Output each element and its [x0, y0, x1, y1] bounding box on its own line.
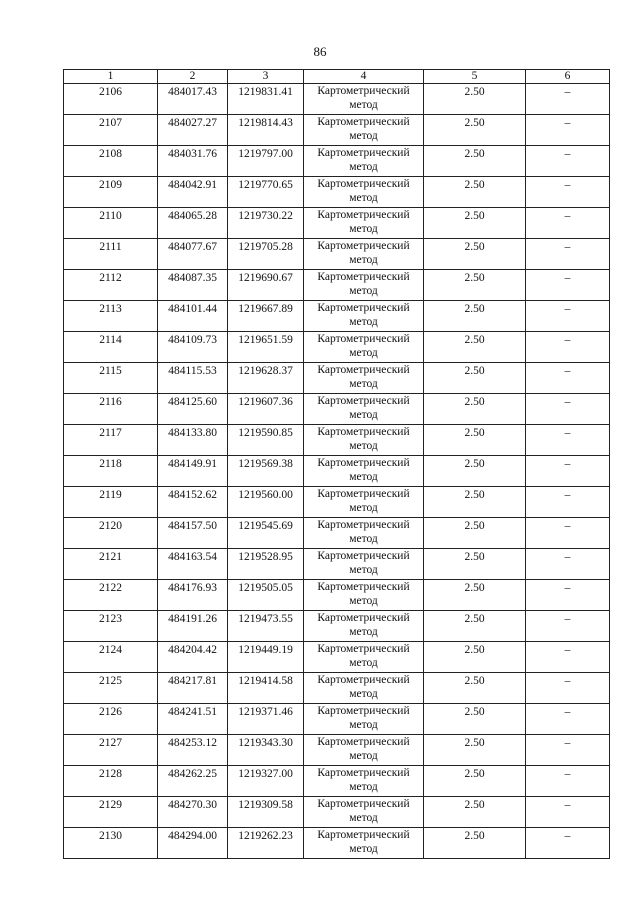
note-cell: –	[526, 84, 610, 115]
table-row	[64, 580, 610, 611]
method-line-2: метод	[349, 657, 378, 669]
method-line-2: метод	[349, 595, 378, 607]
y-coordinate-cell: 1219590.85	[228, 425, 304, 456]
note-cell: –	[526, 611, 610, 642]
x-coordinate-cell: 484253.12	[158, 735, 228, 766]
note-cell: –	[526, 208, 610, 239]
method-line-2: метод	[349, 781, 378, 793]
accuracy-cell: 2.50	[424, 146, 526, 177]
method-line-1: Картометрический	[317, 519, 410, 531]
method-line-1: Картометрический	[317, 550, 410, 562]
table-row	[64, 146, 610, 177]
y-coordinate-cell: 1219797.00	[228, 146, 304, 177]
x-coordinate-cell: 484270.30	[158, 797, 228, 828]
point-number-cell: 2114	[64, 332, 158, 363]
table-header	[64, 70, 610, 84]
x-coordinate-cell: 484031.76	[158, 146, 228, 177]
method-line-1: Картометрический	[317, 674, 410, 686]
method-cell	[304, 363, 424, 394]
point-number-cell: 2107	[64, 115, 158, 146]
note-cell: –	[526, 301, 610, 332]
accuracy-cell: 2.50	[424, 270, 526, 301]
accuracy-cell: 2.50	[424, 115, 526, 146]
method-cell	[304, 611, 424, 642]
accuracy-cell: 2.50	[424, 673, 526, 704]
note-cell: –	[526, 487, 610, 518]
method-line-1: Картометрический	[317, 209, 410, 221]
table-row	[64, 797, 610, 828]
method-line-2: метод	[349, 719, 378, 731]
table-row	[64, 611, 610, 642]
method-cell	[304, 332, 424, 363]
table-row	[64, 115, 610, 146]
method-cell	[304, 735, 424, 766]
point-number-cell: 2106	[64, 84, 158, 115]
y-coordinate-cell: 1219569.38	[228, 456, 304, 487]
method-cell	[304, 177, 424, 208]
y-coordinate-cell: 1219414.58	[228, 673, 304, 704]
point-number-cell: 2129	[64, 797, 158, 828]
page-number: 86	[313, 44, 327, 59]
accuracy-cell: 2.50	[424, 487, 526, 518]
method-line-1: Картометрический	[317, 395, 410, 407]
accuracy-cell: 2.50	[424, 580, 526, 611]
y-coordinate-cell: 1219628.37	[228, 363, 304, 394]
y-coordinate-cell: 1219473.55	[228, 611, 304, 642]
table-row	[64, 425, 610, 456]
y-coordinate-cell: 1219343.30	[228, 735, 304, 766]
method-line-1: Картометрический	[317, 457, 410, 469]
accuracy-cell: 2.50	[424, 518, 526, 549]
y-coordinate-cell: 1219690.67	[228, 270, 304, 301]
method-cell	[304, 673, 424, 704]
y-coordinate-cell: 1219327.00	[228, 766, 304, 797]
header-col-4: 4	[304, 70, 424, 84]
method-line-2: метод	[349, 440, 378, 452]
method-line-2: метод	[349, 688, 378, 700]
x-coordinate-cell: 484133.80	[158, 425, 228, 456]
y-coordinate-cell: 1219730.22	[228, 208, 304, 239]
method-line-1: Картометрический	[317, 488, 410, 500]
method-line-1: Картометрический	[317, 798, 410, 810]
accuracy-cell: 2.50	[424, 84, 526, 115]
accuracy-cell: 2.50	[424, 766, 526, 797]
y-coordinate-cell: 1219607.36	[228, 394, 304, 425]
x-coordinate-cell: 484087.35	[158, 270, 228, 301]
table-row	[64, 828, 610, 859]
x-coordinate-cell: 484065.28	[158, 208, 228, 239]
method-line-2: метод	[349, 254, 378, 266]
x-coordinate-cell: 484109.73	[158, 332, 228, 363]
method-cell	[304, 115, 424, 146]
table-row	[64, 456, 610, 487]
method-cell	[304, 425, 424, 456]
method-line-2: метод	[349, 99, 378, 111]
accuracy-cell: 2.50	[424, 425, 526, 456]
x-coordinate-cell: 484125.60	[158, 394, 228, 425]
method-cell	[304, 208, 424, 239]
point-number-cell: 2116	[64, 394, 158, 425]
point-number-cell: 2109	[64, 177, 158, 208]
point-number-cell: 2127	[64, 735, 158, 766]
method-cell	[304, 487, 424, 518]
method-line-1: Картометрический	[317, 364, 410, 376]
method-cell	[304, 642, 424, 673]
note-cell: –	[526, 115, 610, 146]
table-row	[64, 208, 610, 239]
method-cell	[304, 301, 424, 332]
x-coordinate-cell: 484204.42	[158, 642, 228, 673]
method-cell	[304, 704, 424, 735]
table-row	[64, 673, 610, 704]
note-cell: –	[526, 766, 610, 797]
note-cell: –	[526, 549, 610, 580]
method-line-2: метод	[349, 626, 378, 638]
method-line-1: Картометрический	[317, 147, 410, 159]
x-coordinate-cell: 484191.26	[158, 611, 228, 642]
x-coordinate-cell: 484149.91	[158, 456, 228, 487]
method-line-2: метод	[349, 471, 378, 483]
point-number-cell: 2123	[64, 611, 158, 642]
note-cell: –	[526, 642, 610, 673]
method-cell	[304, 239, 424, 270]
x-coordinate-cell: 484101.44	[158, 301, 228, 332]
method-line-2: метод	[349, 192, 378, 204]
accuracy-cell: 2.50	[424, 239, 526, 270]
note-cell: –	[526, 239, 610, 270]
x-coordinate-cell: 484217.81	[158, 673, 228, 704]
note-cell: –	[526, 146, 610, 177]
x-coordinate-cell: 484152.62	[158, 487, 228, 518]
header-col-6: 6	[526, 70, 610, 84]
note-cell: –	[526, 580, 610, 611]
method-line-1: Картометрический	[317, 767, 410, 779]
point-number-cell: 2130	[64, 828, 158, 859]
method-cell	[304, 84, 424, 115]
method-cell	[304, 549, 424, 580]
y-coordinate-cell: 1219651.59	[228, 332, 304, 363]
point-number-cell: 2112	[64, 270, 158, 301]
accuracy-cell: 2.50	[424, 642, 526, 673]
accuracy-cell: 2.50	[424, 735, 526, 766]
method-line-2: метод	[349, 564, 378, 576]
method-line-1: Картометрический	[317, 643, 410, 655]
accuracy-cell: 2.50	[424, 301, 526, 332]
x-coordinate-cell: 484241.51	[158, 704, 228, 735]
point-number-cell: 2117	[64, 425, 158, 456]
method-cell	[304, 394, 424, 425]
method-line-1: Картометрический	[317, 581, 410, 593]
method-line-2: метод	[349, 161, 378, 173]
note-cell: –	[526, 394, 610, 425]
method-cell	[304, 828, 424, 859]
point-number-cell: 2118	[64, 456, 158, 487]
method-line-2: метод	[349, 223, 378, 235]
method-line-2: метод	[349, 750, 378, 762]
accuracy-cell: 2.50	[424, 363, 526, 394]
method-cell	[304, 580, 424, 611]
point-number-cell: 2126	[64, 704, 158, 735]
table-row	[64, 735, 610, 766]
method-line-2: метод	[349, 285, 378, 297]
accuracy-cell: 2.50	[424, 797, 526, 828]
note-cell: –	[526, 425, 610, 456]
note-cell: –	[526, 735, 610, 766]
accuracy-cell: 2.50	[424, 704, 526, 735]
table-row	[64, 239, 610, 270]
method-line-2: метод	[349, 812, 378, 824]
coordinates-table	[63, 69, 610, 859]
x-coordinate-cell: 484157.50	[158, 518, 228, 549]
accuracy-cell: 2.50	[424, 177, 526, 208]
point-number-cell: 2110	[64, 208, 158, 239]
method-cell	[304, 456, 424, 487]
table-row	[64, 518, 610, 549]
y-coordinate-cell: 1219814.43	[228, 115, 304, 146]
point-number-cell: 2115	[64, 363, 158, 394]
accuracy-cell: 2.50	[424, 611, 526, 642]
method-line-1: Картометрический	[317, 829, 410, 841]
method-line-1: Картометрический	[317, 178, 410, 190]
x-coordinate-cell: 484262.25	[158, 766, 228, 797]
y-coordinate-cell: 1219831.41	[228, 84, 304, 115]
method-line-1: Картометрический	[317, 705, 410, 717]
x-coordinate-cell: 484077.67	[158, 239, 228, 270]
method-line-2: метод	[349, 130, 378, 142]
note-cell: –	[526, 456, 610, 487]
point-number-cell: 2111	[64, 239, 158, 270]
accuracy-cell: 2.50	[424, 828, 526, 859]
note-cell: –	[526, 797, 610, 828]
header-col-5: 5	[424, 70, 526, 84]
method-line-2: метод	[349, 843, 378, 855]
table-row	[64, 549, 610, 580]
accuracy-cell: 2.50	[424, 332, 526, 363]
accuracy-cell: 2.50	[424, 456, 526, 487]
header-col-2: 2	[158, 70, 228, 84]
y-coordinate-cell: 1219371.46	[228, 704, 304, 735]
method-line-1: Картометрический	[317, 116, 410, 128]
method-line-1: Картометрический	[317, 736, 410, 748]
accuracy-cell: 2.50	[424, 394, 526, 425]
table-row	[64, 394, 610, 425]
point-number-cell: 2108	[64, 146, 158, 177]
point-number-cell: 2113	[64, 301, 158, 332]
y-coordinate-cell: 1219449.19	[228, 642, 304, 673]
note-cell: –	[526, 704, 610, 735]
header-col-1: 1	[64, 70, 158, 84]
x-coordinate-cell: 484176.93	[158, 580, 228, 611]
header-col-3: 3	[228, 70, 304, 84]
method-cell	[304, 797, 424, 828]
method-cell	[304, 518, 424, 549]
method-line-2: метод	[349, 533, 378, 545]
y-coordinate-cell: 1219545.69	[228, 518, 304, 549]
method-line-2: метод	[349, 409, 378, 421]
method-line-1: Картометрический	[317, 240, 410, 252]
point-number-cell: 2120	[64, 518, 158, 549]
method-line-1: Картометрический	[317, 426, 410, 438]
note-cell: –	[526, 518, 610, 549]
table-row	[64, 766, 610, 797]
x-coordinate-cell: 484017.43	[158, 84, 228, 115]
point-number-cell: 2121	[64, 549, 158, 580]
table-row	[64, 84, 610, 115]
y-coordinate-cell: 1219505.05	[228, 580, 304, 611]
note-cell: –	[526, 177, 610, 208]
note-cell: –	[526, 828, 610, 859]
method-cell	[304, 766, 424, 797]
method-line-1: Картометрический	[317, 85, 410, 97]
method-cell	[304, 146, 424, 177]
method-line-2: метод	[349, 502, 378, 514]
x-coordinate-cell: 484115.53	[158, 363, 228, 394]
method-cell	[304, 270, 424, 301]
table-row	[64, 642, 610, 673]
method-line-1: Картометрический	[317, 612, 410, 624]
x-coordinate-cell: 484027.27	[158, 115, 228, 146]
method-line-1: Картометрический	[317, 271, 410, 283]
note-cell: –	[526, 332, 610, 363]
point-number-cell: 2119	[64, 487, 158, 518]
header-row	[64, 70, 610, 84]
table-row	[64, 301, 610, 332]
point-number-cell: 2122	[64, 580, 158, 611]
y-coordinate-cell: 1219667.89	[228, 301, 304, 332]
note-cell: –	[526, 363, 610, 394]
x-coordinate-cell: 484042.91	[158, 177, 228, 208]
accuracy-cell: 2.50	[424, 549, 526, 580]
method-line-2: метод	[349, 378, 378, 390]
y-coordinate-cell: 1219528.95	[228, 549, 304, 580]
table-row	[64, 487, 610, 518]
table-row	[64, 704, 610, 735]
note-cell: –	[526, 673, 610, 704]
method-line-1: Картометрический	[317, 333, 410, 345]
y-coordinate-cell: 1219560.00	[228, 487, 304, 518]
method-line-1: Картометрический	[317, 302, 410, 314]
table-body	[64, 84, 610, 859]
table-row	[64, 332, 610, 363]
y-coordinate-cell: 1219262.23	[228, 828, 304, 859]
y-coordinate-cell: 1219309.58	[228, 797, 304, 828]
point-number-cell: 2128	[64, 766, 158, 797]
x-coordinate-cell: 484163.54	[158, 549, 228, 580]
method-line-2: метод	[349, 347, 378, 359]
table-row	[64, 363, 610, 394]
y-coordinate-cell: 1219770.65	[228, 177, 304, 208]
point-number-cell: 2125	[64, 673, 158, 704]
y-coordinate-cell: 1219705.28	[228, 239, 304, 270]
table-row	[64, 177, 610, 208]
table-row	[64, 270, 610, 301]
x-coordinate-cell: 484294.00	[158, 828, 228, 859]
note-cell: –	[526, 270, 610, 301]
accuracy-cell: 2.50	[424, 208, 526, 239]
point-number-cell: 2124	[64, 642, 158, 673]
method-line-2: метод	[349, 316, 378, 328]
